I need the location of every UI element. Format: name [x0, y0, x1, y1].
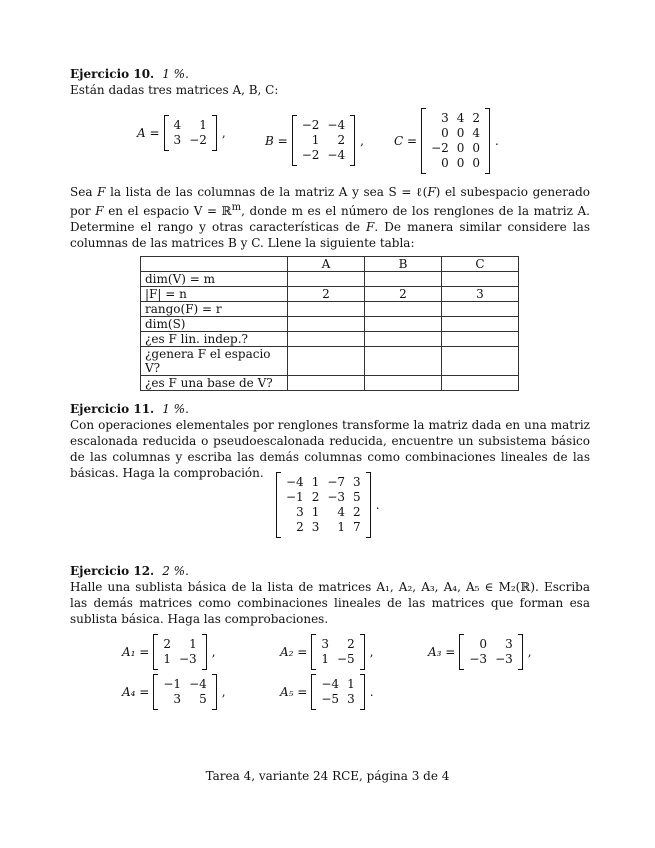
table-cell: 2	[365, 287, 442, 302]
matrix-cell: −3	[469, 652, 488, 666]
matrix-b	[292, 115, 355, 166]
table-cell	[288, 272, 365, 287]
table-header-row	[141, 257, 519, 272]
matrix-b-equation: B = −2 −4 1 2 −2 −4 ,	[265, 115, 364, 166]
matrix-cell: −5	[337, 652, 355, 666]
matrix-a1-label: A₁ =	[122, 645, 150, 659]
table-cell	[365, 376, 442, 391]
table-row-label: ¿es F una base de V?	[141, 376, 288, 391]
ex10-header	[70, 66, 189, 82]
matrix-cell: 1	[347, 677, 355, 691]
matrix-c-equation: C = 3 4 2 0 0 4 −2 0 0 0 0 0 .	[394, 108, 499, 174]
matrix-cell: −3	[327, 490, 346, 504]
matrix-a1-equation: A₁ = 2 1 1 −3 ,	[122, 634, 216, 670]
matrix-cell: 1	[311, 505, 320, 519]
matrix-a5-equation: A₅ = −4 1 −5 3 .	[280, 674, 374, 710]
matrix-cell: 3	[505, 637, 513, 651]
ex10-title: Ejercicio 10.	[70, 67, 155, 81]
matrix-cell: 0	[472, 156, 481, 170]
table-cell	[442, 332, 519, 347]
table-cell	[442, 376, 519, 391]
page-footer: Tarea 4, variante 24 RCE, página 3 de 4	[205, 769, 450, 783]
table-cell	[288, 376, 365, 391]
matrix-cell: 2	[311, 490, 320, 504]
table-cell	[288, 302, 365, 317]
matrix-cell: 1	[199, 118, 207, 132]
matrix-cell: 0	[456, 126, 465, 140]
matrix-cell: 2	[337, 133, 346, 147]
matrix-cell: −3	[495, 652, 513, 666]
matrix-a-equation: A = 4 1 3 −2 ,	[137, 115, 226, 151]
table-cell	[365, 347, 442, 376]
table-cell	[442, 347, 519, 376]
table-row-label: |F| = n	[141, 287, 288, 302]
matrix-cell: 3	[296, 505, 304, 519]
matrix-cell: −1	[163, 677, 182, 691]
matrix-cell: −2	[301, 118, 320, 132]
matrix-ex11	[276, 472, 371, 538]
ex10-intro: Están dadas tres matrices A, B, C:	[70, 83, 279, 97]
matrix-cell: 5	[353, 490, 361, 504]
matrix-cell: 2	[353, 505, 361, 519]
matrix-cell: −3	[179, 652, 197, 666]
table-row	[141, 272, 519, 287]
table-cell	[365, 272, 442, 287]
table-cell	[442, 317, 519, 332]
table-cell: 2	[288, 287, 365, 302]
matrix-cell: 0	[472, 141, 481, 155]
matrix-cell: 0	[456, 141, 465, 155]
matrix-a-label: A =	[137, 126, 160, 140]
matrix-cell: 1	[337, 520, 346, 534]
matrix-a3	[459, 634, 522, 670]
table-row	[141, 302, 519, 317]
matrix-cell: 0	[479, 637, 488, 651]
ex10-paragraph: Sea F la lista de las columnas de la matriz A y sea S = ℓ(F) el subespacio generado por F en el espacio V = ℝ$^m$, donde m es el número de los renglones de la matriz A. Determine el rango y otras características de F. De manera similar considere las columnas de las matrices B y C. Llene la siguiente tabla:	[70, 185, 591, 250]
matrix-cell: −4	[327, 118, 346, 132]
matrix-cell: 4	[472, 126, 481, 140]
matrix-ex11-equation: −4 1 −7 3 −1 2 −3 5 3 1 4 2 2 3 1 7 .	[276, 472, 380, 538]
matrix-cell: 4	[456, 111, 465, 125]
ex11-weight: 1 %.	[162, 402, 189, 416]
matrix-a3-label: A₃ =	[428, 645, 456, 659]
matrix-a	[164, 115, 217, 151]
matrix-a5	[311, 674, 364, 710]
table-header-cell: C	[442, 257, 519, 272]
matrix-cell: −4	[321, 677, 340, 691]
matrix-cell: 2	[347, 637, 355, 651]
matrix-cell: 1	[189, 637, 197, 651]
matrix-b-label: B =	[265, 133, 288, 148]
matrix-cell: 5	[199, 692, 207, 706]
matrix-cell: −4	[286, 475, 304, 489]
matrix-cell: −4	[189, 677, 207, 691]
matrix-a2	[311, 634, 364, 670]
matrix-c-label: C =	[394, 134, 418, 148]
matrix-a5-label: A₅ =	[280, 685, 308, 699]
matrix-a3-equation: A₃ = 0 3 −3 −3 ,	[428, 634, 532, 670]
matrix-cell: −5	[321, 692, 340, 706]
matrix-cell: 1	[311, 475, 320, 489]
ex10-weight: 1 %.	[162, 67, 189, 81]
table-row-label: ¿genera F el espacio V?	[141, 347, 288, 376]
table-cell	[365, 302, 442, 317]
script-f: F	[97, 185, 106, 199]
matrix-cell: 7	[353, 520, 361, 534]
matrix-a4-equation: A₄ = −1 −4 3 5 ,	[122, 674, 226, 710]
table-cell	[365, 332, 442, 347]
table-header-cell: B	[365, 257, 442, 272]
table-cell	[288, 332, 365, 347]
matrix-cell: 2	[163, 637, 171, 651]
matrix-cell: 1	[163, 652, 171, 666]
matrix-cell: 4	[337, 505, 346, 519]
matrix-c	[421, 108, 490, 174]
matrix-cell: 4	[173, 118, 182, 132]
ex12-header	[70, 563, 189, 579]
matrix-cell: 0	[441, 126, 449, 140]
matrix-cell: 3	[353, 475, 361, 489]
table-row	[141, 287, 519, 302]
matrix-cell: 3	[311, 520, 320, 534]
matrix-cell: −2	[431, 141, 449, 155]
properties-table	[140, 256, 519, 391]
table-row	[141, 317, 519, 332]
matrix-cell: 3	[321, 637, 329, 651]
table-row-label: dim(V) = m	[141, 272, 288, 287]
matrix-a4	[153, 674, 216, 710]
ex11-text: Con operaciones elementales por renglones transforme la matriz dada en una matriz escalonada reducida o pseudoescalonada reducida, encuentre un subsistema básico de las columnas y escriba las demás columnas como combinaciones lineales de las básicas. Haga la comprobación.	[70, 418, 590, 480]
table-row-label: ¿es F lin. indep.?	[141, 332, 288, 347]
ex12-weight: 2 %.	[162, 564, 189, 578]
table-cell	[288, 347, 365, 376]
table-header-cell	[141, 257, 288, 272]
matrix-cell: 2	[296, 520, 304, 534]
matrix-cell: 0	[441, 156, 449, 170]
matrix-cell: −4	[327, 148, 346, 162]
matrix-cell: −1	[286, 490, 304, 504]
matrix-cell: −2	[301, 148, 320, 162]
table-cell	[288, 317, 365, 332]
ex12-text: Halle una sublista básica de la lista de matrices A₁, A₂, A₃, A₄, A₅ ∈ M₂(ℝ). Escriba las demás matrices como combinaciones lineales de las matrices que forman esa sublista básica. Haga las comprobaciones.	[70, 580, 590, 626]
table-cell	[442, 302, 519, 317]
ex12-title: Ejercicio 12.	[70, 564, 155, 578]
table-row	[141, 376, 519, 391]
table-header-cell: A	[288, 257, 365, 272]
table-cell	[365, 317, 442, 332]
matrix-cell: 0	[456, 156, 465, 170]
matrix-a4-label: A₄ =	[122, 685, 150, 699]
matrix-cell: 1	[321, 652, 329, 666]
table-row	[141, 347, 519, 376]
matrix-cell: 1	[311, 133, 320, 147]
table-row-label: dim(S)	[141, 317, 288, 332]
matrix-a1	[153, 634, 206, 670]
matrix-cell: 3	[441, 111, 449, 125]
matrix-cell: 3	[347, 692, 355, 706]
ex11-header	[70, 401, 189, 417]
ex11-title: Ejercicio 11.	[70, 402, 155, 416]
matrix-a2-label: A₂ =	[280, 645, 308, 659]
table-row	[141, 332, 519, 347]
table-cell	[442, 272, 519, 287]
matrix-cell: 3	[173, 692, 182, 706]
matrix-cell: −7	[327, 475, 346, 489]
table-row-label: rango(F) = r	[141, 302, 288, 317]
matrix-a2-equation: A₂ = 3 2 1 −5 ,	[280, 634, 374, 670]
table-cell: 3	[442, 287, 519, 302]
matrix-cell: −2	[189, 133, 207, 147]
matrix-cell: 3	[173, 133, 182, 147]
matrix-cell: 2	[472, 111, 481, 125]
